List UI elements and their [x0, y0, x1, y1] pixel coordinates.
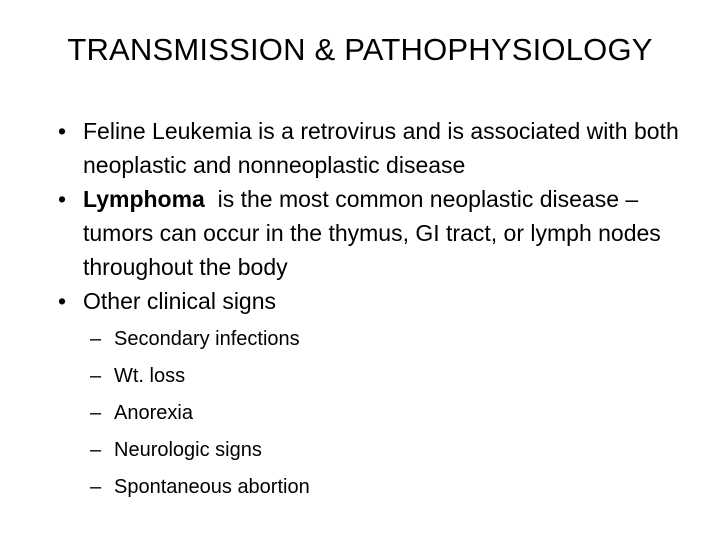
slide-title: TRANSMISSION & PATHOPHYSIOLOGY	[67, 32, 653, 67]
sub-bullet-text: Wt. loss	[114, 365, 186, 387]
dash-marker: –	[90, 328, 102, 350]
bullet-text: is the most common neoplastic disease – tumors can occur in the thymus, GI tract, or lymph nodes throughout the body	[83, 186, 668, 280]
sub-bullet-item	[90, 321, 699, 358]
bullet-item	[52, 114, 692, 182]
bullet-marker: •	[57, 186, 67, 212]
bullet-bold-term: Lymphoma	[83, 186, 205, 212]
bullet-marker: •	[57, 288, 67, 314]
bullet-text: Feline Leukemia is a retrovirus and is associated with both neoplastic and nonneoplastic disease	[83, 118, 679, 178]
sub-bullet-text: Secondary infections	[114, 328, 300, 350]
sub-bullet-text: Anorexia	[114, 402, 193, 424]
dash-marker: –	[90, 476, 102, 498]
bullet-marker: •	[57, 118, 67, 144]
sub-bullet-text: Neurologic signs	[114, 439, 262, 461]
dash-marker: –	[90, 365, 102, 387]
sub-bullet-list	[90, 321, 699, 506]
dash-marker: –	[90, 439, 102, 461]
bullet-item	[52, 182, 692, 284]
bullet-list	[52, 114, 692, 506]
dash-marker: –	[90, 402, 102, 424]
sub-bullet-item	[90, 395, 699, 432]
bullet-item	[52, 284, 692, 506]
sub-bullet-item	[90, 432, 699, 469]
bullet-text: Other clinical signs	[83, 288, 277, 314]
sub-bullet-item	[90, 469, 699, 506]
sub-bullet-text: Spontaneous abortion	[114, 476, 310, 498]
sub-bullet-item	[90, 358, 699, 395]
